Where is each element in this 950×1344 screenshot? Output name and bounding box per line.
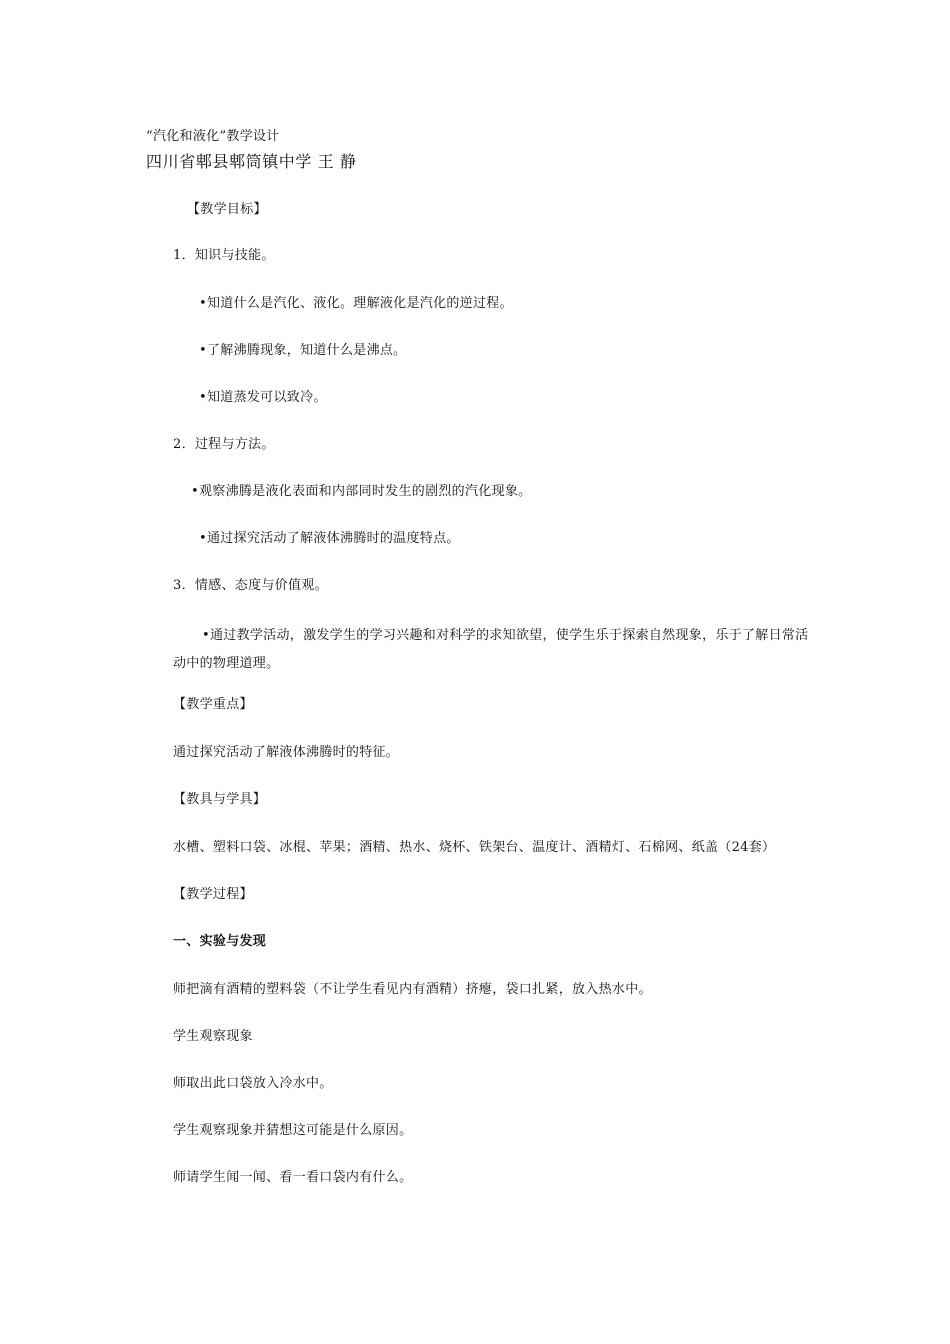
section1-heading: 一、实验与发现 xyxy=(173,934,267,949)
goal2-title: 2．过程与方法。 xyxy=(173,437,275,452)
goal1-item: •知道什么是汽化、液化。理解液化是汽化的逆过程。 xyxy=(199,296,513,311)
goal1-item: •了解沸腾现象，知道什么是沸点。 xyxy=(199,343,407,358)
goal2-item: •通过探究活动了解液体沸腾时的温度特点。 xyxy=(199,531,460,546)
focus-heading: 【教学重点】 xyxy=(173,697,253,712)
section1-paragraph: 学生观察现象并猜想这可能是什么原因。 xyxy=(173,1123,413,1138)
tools-heading: 【教具与学具】 xyxy=(173,792,267,807)
goal3-title: 3．情感、态度与价值观。 xyxy=(173,578,328,593)
section1-paragraph: 师把滴有酒精的塑料袋（不让学生看见内有酒精）挤瘪，袋口扎紧，放入热水中。 xyxy=(173,982,652,997)
goal3-paragraph: •通过教学活动，激发学生的学习兴趣和对科学的求知欲望，使学生乐于探索自然现象，乐于了解日常活动中的物理道理。 xyxy=(173,628,809,671)
goal2-item: •观察沸腾是液化表面和内部同时发生的剧烈的汽化现象。 xyxy=(191,484,532,499)
section1-paragraph: 师取出此口袋放入冷水中。 xyxy=(173,1076,333,1091)
document-author: 四川省郫县郫筒镇中学 王 静 xyxy=(146,152,357,171)
goals-heading: 【教学目标】 xyxy=(187,202,267,217)
document-title: “汽化和液化”教学设计 xyxy=(146,129,280,144)
focus-text: 通过探究活动了解液体沸腾时的特征。 xyxy=(173,745,400,760)
process-heading: 【教学过程】 xyxy=(173,887,253,902)
goal1-title: 1．知识与技能。 xyxy=(173,248,275,263)
tools-text: 水槽、塑料口袋、冰棍、苹果；酒精、热水、烧杯、铁架台、温度计、酒精灯、石棉网、纸盖（24套） xyxy=(173,840,776,855)
goal1-item: •知道蒸发可以致冷。 xyxy=(199,390,327,405)
section1-paragraph: 学生观察现象 xyxy=(173,1029,253,1044)
section1-paragraph: 师请学生闻一闻、看一看口袋内有什么。 xyxy=(173,1170,413,1185)
